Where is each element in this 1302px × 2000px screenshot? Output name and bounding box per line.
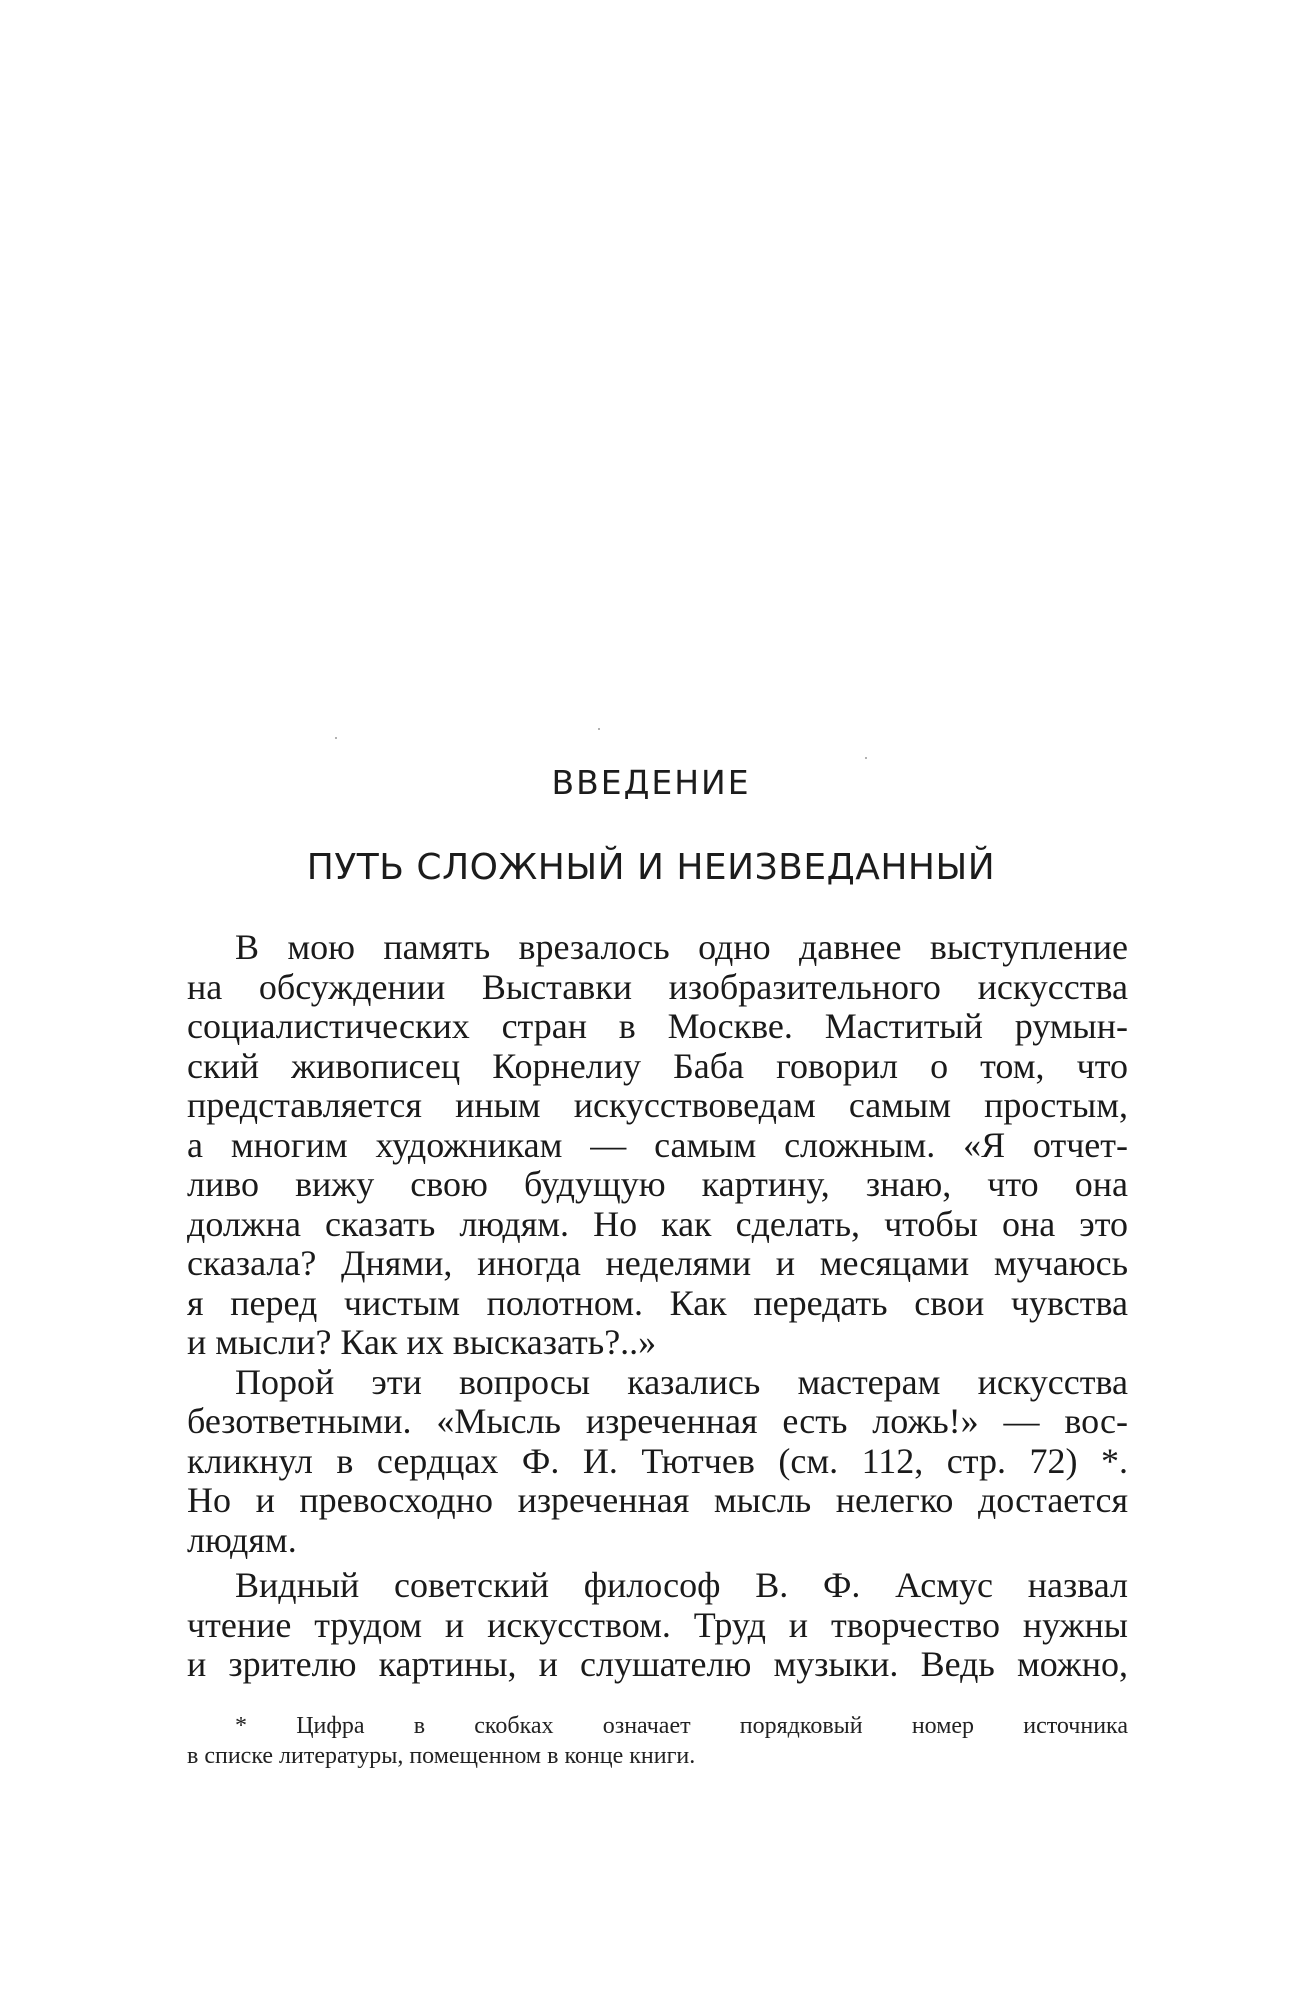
chapter-title: ПУТЬ СЛОЖНЫЙ И НЕИЗВЕДАННЫЙ	[306, 847, 996, 888]
section-title: ВВЕДЕНИЕ	[551, 763, 751, 802]
body-text	[187, 928, 1128, 1685]
text-line: ливо вижу свою будущую картину, знаю, что она	[187, 1164, 1128, 1204]
text-line: ский живописец Корнелиу Баба говорил о том, что	[187, 1045, 1128, 1086]
text-line: я перед чистым полотном. Как передать свои чувства	[187, 1282, 1128, 1323]
text-line: и зрителю картины, и слушателю музыки. Ведь можно,	[187, 1644, 1128, 1684]
text-line: и мысли? Как их высказать?..»	[187, 1322, 657, 1362]
footnote-line: в списке литературы, помещенном в конце книги.	[187, 1743, 696, 1769]
text-line: людям.	[187, 1519, 297, 1560]
scan-speck	[865, 757, 867, 759]
paragraph	[187, 1363, 1128, 1561]
text-line: Порой эти вопросы казались мастерам искусства	[235, 1361, 1128, 1402]
text-line: В мою память врезалось одно давнее выступление	[235, 927, 1128, 967]
paragraph	[187, 928, 1128, 1363]
text-line: сказала? Днями, иногда неделями и месяцами мучаюсь	[187, 1243, 1128, 1283]
scan-speck	[335, 737, 337, 739]
text-line: должна сказать людям. Но как сделать, чтобы она это	[187, 1203, 1128, 1244]
text-line: безответными. «Мысль изреченная есть ложь!» — вос-	[187, 1401, 1128, 1441]
text-line: на обсуждении Выставки изобразительного искусства	[187, 966, 1128, 1007]
footnote-line: * Цифра в скобках означает порядковый номер источника	[235, 1713, 1128, 1739]
text-line: представляется иным искусствоведам самым простым,	[187, 1085, 1128, 1125]
text-line: а многим художникам — самым сложным. «Я отчет-	[187, 1124, 1128, 1165]
text-line: кликнул в сердцах Ф. И. Тютчев (см. 112, стр. 72) *.	[187, 1440, 1128, 1481]
paragraph	[187, 1566, 1128, 1685]
text-line: чтение трудом и искусством. Труд и творчество нужны	[187, 1604, 1128, 1645]
text-line: Видный советский философ В. Ф. Асмус назвал	[235, 1565, 1128, 1605]
text-line: Но и превосходно изреченная мысль нелегко достается	[187, 1480, 1128, 1520]
text-line: социалистических стран в Москве. Маститый румын-	[187, 1006, 1128, 1046]
scan-speck	[598, 728, 600, 730]
footnote	[187, 1711, 1128, 1771]
